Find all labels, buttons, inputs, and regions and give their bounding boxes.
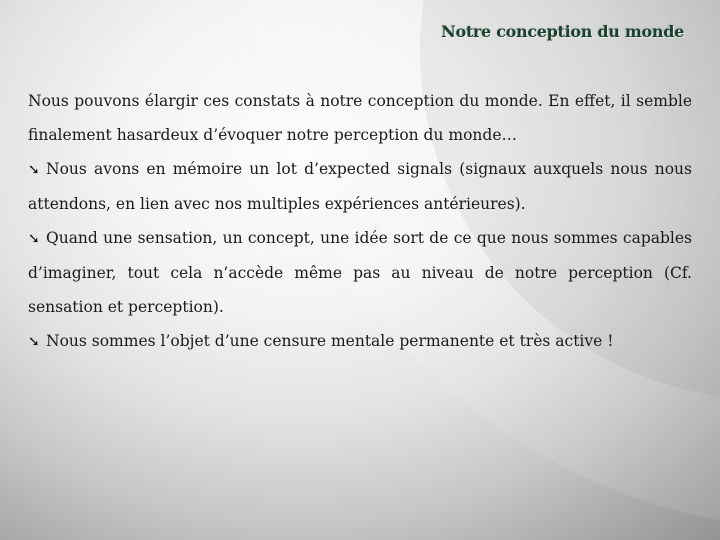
intro-paragraph: Nous pouvons élargir ces constats à notre conception du monde. En effet, il semble finalement hasardeux d’évoquer notre perception du monde…	[28, 92, 692, 144]
bullet-text: Nous sommes l’objet d’une censure mentale permanente et très active !	[46, 332, 614, 350]
bullet-text: Nous avons en mémoire un lot d’expected signals (signaux auxquels nous nous attendons, en lien avec nos multiples expériences antérieures).	[28, 160, 692, 213]
arrow-bullet-icon: ➘	[28, 162, 40, 178]
arrow-bullet-icon: ➘	[28, 334, 40, 350]
bullet-item	[28, 152, 692, 221]
bullet-text: Quand une sensation, un concept, une idée sort de ce que nous sommes capables d’imaginer, tout cela n’accède même pas au niveau de notre perception (Cf. sensation et perception).	[28, 229, 692, 316]
slide-title: Notre conception du monde	[441, 22, 684, 41]
arrow-bullet-icon: ➘	[28, 231, 40, 247]
bullet-item	[28, 324, 692, 359]
bullet-item	[28, 221, 692, 324]
slide-body	[28, 84, 692, 359]
